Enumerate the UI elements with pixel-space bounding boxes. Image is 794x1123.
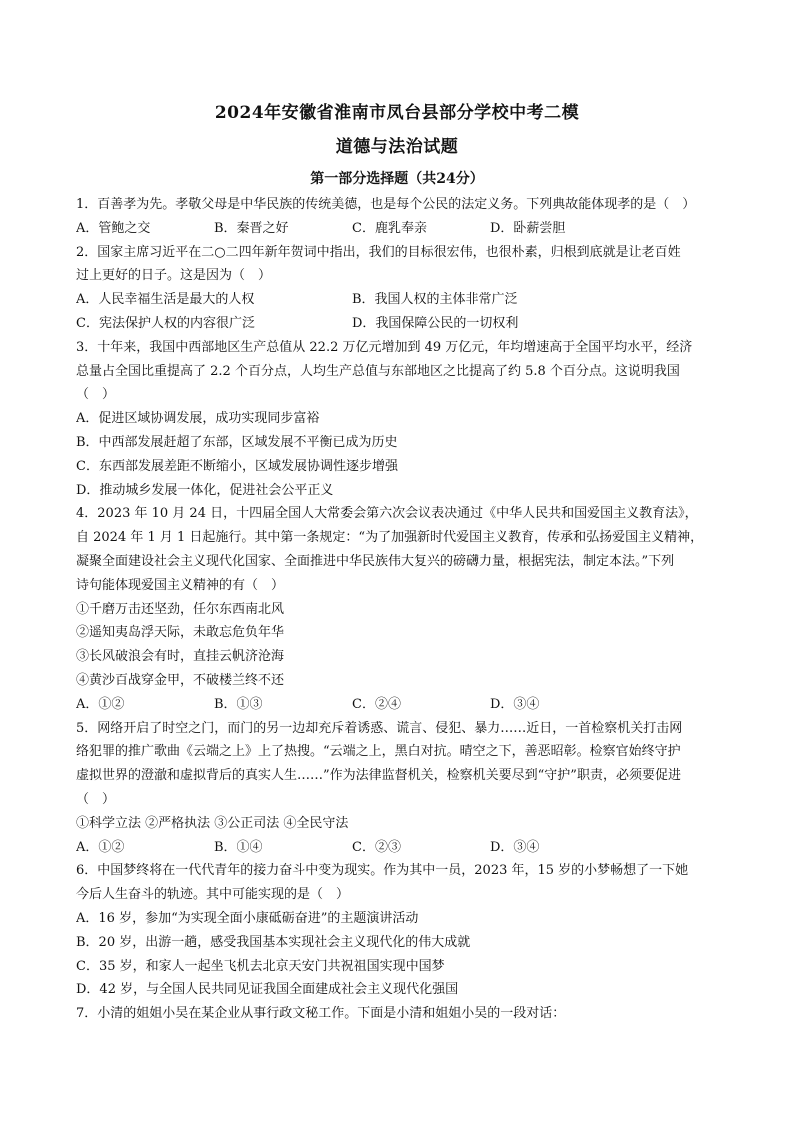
question-2-stem-line: 2．国家主席习近平在二○二四年新年贺词中指出，我们的目标很宏伟，也很朴素，归根到底就是让老百姓 bbox=[76, 244, 681, 260]
question-3-stem-line: 总量占全国比重提高了 2.2 个百分点，人均生产总值与东部地区之比提高了约 5.8 个百分点。这说明我国 bbox=[76, 363, 680, 379]
option-c: C．鹿乳奉亲 bbox=[352, 220, 427, 236]
question-5-stem-line: 虚拟世界的澄澈和虚拟背后的真实人生……”作为法律监督机关，检察机关要尽到“守护”职责，必须要促进 bbox=[76, 768, 681, 784]
option-c: C．②③ bbox=[352, 839, 401, 855]
option-b: B．我国人权的主体非常广泛 bbox=[352, 292, 518, 308]
question-4-stem-line: 诗句能体现爱国主义精神的有（ ） bbox=[76, 577, 285, 593]
option-a: A．16 岁，参加“为实现全面小康砥砺奋进”的主题演讲活动 bbox=[76, 910, 419, 926]
option-c: C．②④ bbox=[352, 696, 401, 712]
question-2-options-row bbox=[76, 312, 726, 336]
option-d: D．推动城乡发展一体化，促进社会公平正义 bbox=[76, 482, 334, 498]
option-b: B．①③ bbox=[214, 696, 263, 712]
question-5-stem-line: 5．网络开启了时空之门，而门的另一边却充斥着诱惑、谎言、侵犯、暴力……近日，一首检察机关打击网 bbox=[76, 720, 683, 736]
option-c: C．东西部发展差距不断缩小，区域发展协调性逐步增强 bbox=[76, 458, 398, 474]
option-b: B．秦晋之好 bbox=[214, 220, 289, 236]
question-5-items: ①科学立法 ②严格执法 ③公正司法 ④全民守法 bbox=[76, 815, 349, 831]
question-4-stem-line: 4．2023 年 10 月 24 日，十四届全国人大常委会第六次会议表决通过《中华人民共和国爱国主义教育法》， bbox=[76, 506, 698, 522]
question-1-options bbox=[76, 217, 726, 241]
question-2-options-row bbox=[76, 288, 726, 312]
poem-item: ③长风破浪会有时，直挂云帆济沧海 bbox=[76, 649, 285, 665]
option-b: B．①④ bbox=[214, 839, 263, 855]
option-b: B．中西部发展赶超了东部，区域发展不平衡已成为历史 bbox=[76, 434, 398, 450]
question-5-stem-line: 络犯罪的推广歌曲《云端之上》上了热搜。“云端之上，黑白对抗。晴空之下，善恶昭彰。检察官始终守护 bbox=[76, 744, 681, 760]
question-1-stem: 1．百善孝为先。孝敬父母是中华民族的传统美德，也是每个公民的法定义务。下列典故能体现孝的是（ ） bbox=[76, 197, 696, 212]
option-d: D．③④ bbox=[490, 839, 540, 855]
poem-item: ①千磨万击还坚劲，任尔东西南北风 bbox=[76, 601, 285, 617]
question-4-options bbox=[76, 693, 726, 717]
question-5-stem-line: （ ） bbox=[76, 791, 116, 807]
option-a: A．促进区域协调发展，成功实现同步富裕 bbox=[76, 411, 320, 427]
question-3-stem-line: 3．十年来，我国中西部地区生产总值从 22.2 万亿元增加到 49 万亿元，年均增速高于全国平均水平，经济 bbox=[76, 339, 693, 355]
option-a: A．人民幸福生活是最大的人权 bbox=[76, 292, 255, 308]
question-4-stem-line: 自 2024 年 1 月 1 日起施行。其中第一条规定：“为了加强新时代爱国主义教育，传承和弘扬爱国主义精神， bbox=[76, 530, 704, 546]
section-heading: 第一部分选择题（共24分） bbox=[310, 171, 484, 187]
option-c: C．35 岁，和家人一起坐飞机去北京天安门共祝祖国实现中国梦 bbox=[76, 958, 445, 974]
option-a: A．①② bbox=[76, 839, 125, 855]
exam-title: 2024年安徽省淮南市凤台县部分学校中考二模 bbox=[214, 103, 580, 123]
exam-subtitle: 道德与法治试题 bbox=[335, 137, 459, 157]
question-2-stem-line: 过上更好的日子。这是因为（ ） bbox=[76, 268, 272, 284]
option-d: D．③④ bbox=[490, 696, 540, 712]
option-d: D．卧薪尝胆 bbox=[490, 220, 566, 236]
question-3-stem-line: （ ） bbox=[76, 387, 116, 403]
option-d: D．42 岁，与全国人民共同见证我国全面建成社会主义现代化强国 bbox=[76, 982, 459, 998]
question-4-stem-line: 凝聚全面建设社会主义现代化国家、全面推进中华民族伟大复兴的磅礴力量，根据宪法，制定本法。”下列 bbox=[76, 553, 675, 569]
question-6-stem-line: 今后人生奋斗的轨迹。其中可能实现的是（ ） bbox=[76, 887, 350, 903]
option-a: A．①② bbox=[76, 696, 125, 712]
poem-item: ④黄沙百战穿金甲，不破楼兰终不还 bbox=[76, 672, 285, 688]
option-b: B．20 岁，出游一趟，感受我国基本实现社会主义现代化的伟大成就 bbox=[76, 934, 471, 950]
question-7-stem: 7．小清的姐姐小吴在某企业从事行政文秘工作。下面是小清和姐姐小吴的一段对话： bbox=[76, 1006, 566, 1022]
question-list bbox=[76, 193, 726, 1026]
poem-item: ②遥知夷岛浮天际，未敢忘危负年华 bbox=[76, 625, 285, 641]
option-a: A．管鲍之交 bbox=[76, 220, 151, 236]
question-5-options bbox=[76, 836, 726, 860]
question-6-stem-line: 6．中国梦终将在一代代青年的接力奋斗中变为现实。作为其中一员，2023 年，15 岁的小梦畅想了一下她 bbox=[76, 863, 689, 879]
option-c: C．宪法保护人权的内容很广泛 bbox=[76, 315, 255, 331]
option-d: D．我国保障公民的一切权利 bbox=[352, 315, 519, 331]
